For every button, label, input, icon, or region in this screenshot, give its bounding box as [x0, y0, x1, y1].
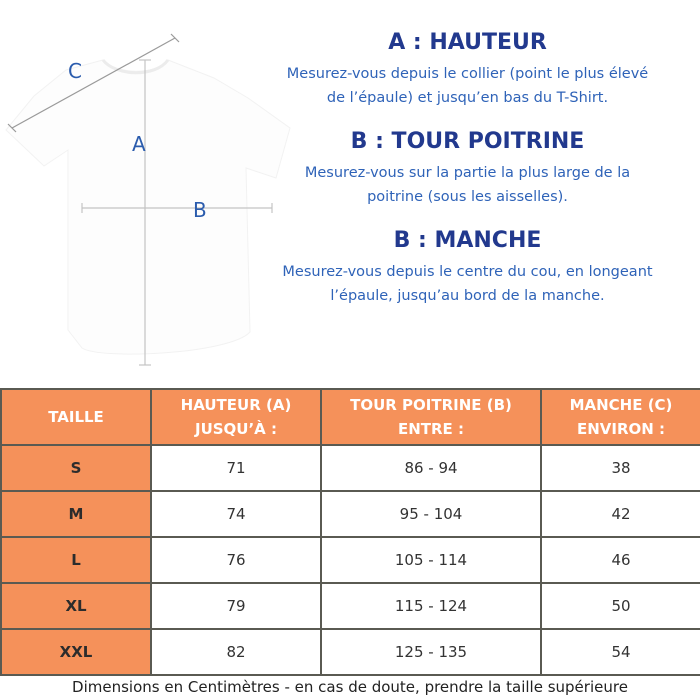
sleeve-measure-cap-top — [171, 34, 179, 42]
height-cell: 71 — [151, 445, 321, 491]
instruction-line: Mesurez-vous depuis le centre du cou, en longeant — [282, 264, 653, 280]
header-size: TAILLE — [1, 389, 151, 445]
table-row — [1, 537, 700, 583]
measure-label-a: A — [132, 132, 146, 156]
header-height-line2: JUSQU’À : — [194, 420, 278, 438]
instruction-title: B : MANCHE — [393, 228, 542, 253]
sleeve-cell: 54 — [541, 629, 700, 675]
chest-cell: 125 - 135 — [321, 629, 541, 675]
table-row — [1, 629, 700, 675]
chest-cell: 86 - 94 — [321, 445, 541, 491]
measure-label-b: B — [193, 198, 207, 222]
height-cell: 74 — [151, 491, 321, 537]
table-header-row — [1, 389, 700, 445]
instruction-chest — [255, 127, 680, 209]
height-cell: 82 — [151, 629, 321, 675]
header-chest-line1: TOUR POITRINE (B) — [350, 396, 512, 414]
header-sleeve-line2: ENVIRON : — [576, 420, 666, 438]
header-sleeve — [541, 389, 700, 445]
header-sleeve-line1: MANCHE (C) — [569, 396, 673, 414]
table-row — [1, 583, 700, 629]
instruction-text — [255, 161, 680, 209]
instruction-text — [255, 260, 680, 308]
chest-cell: 95 - 104 — [321, 491, 541, 537]
header-chest-line2: ENTRE : — [397, 420, 465, 438]
table-row — [1, 445, 700, 491]
table-row — [1, 491, 700, 537]
size-cell: M — [1, 491, 151, 537]
instruction-line: de l’épaule) et jusqu’en bas du T-Shirt. — [326, 90, 609, 106]
chest-cell: 115 - 124 — [321, 583, 541, 629]
header-height — [151, 389, 321, 445]
instruction-text — [255, 62, 680, 110]
measure-label-c: C — [68, 59, 82, 83]
sleeve-cell: 42 — [541, 491, 700, 537]
instruction-sleeve — [255, 226, 680, 308]
size-chart-table — [0, 388, 700, 676]
size-cell: L — [1, 537, 151, 583]
instruction-height — [255, 28, 680, 110]
size-cell: XL — [1, 583, 151, 629]
measurement-instructions — [255, 28, 680, 308]
footer-note: Dimensions en Centimètres - en cas de doute, prendre la taille supérieure — [72, 678, 628, 696]
instruction-title: B : TOUR POITRINE — [350, 129, 585, 154]
tshirt-shape — [6, 60, 290, 354]
size-cell: S — [1, 445, 151, 491]
header-chest — [321, 389, 541, 445]
sleeve-cell: 38 — [541, 445, 700, 491]
instruction-line: Mesurez-vous depuis le collier (point le plus élevé — [286, 66, 649, 82]
height-cell: 76 — [151, 537, 321, 583]
chest-cell: 105 - 114 — [321, 537, 541, 583]
instruction-line: Mesurez-vous sur la partie la plus large de la — [304, 165, 631, 181]
sleeve-cell: 46 — [541, 537, 700, 583]
instruction-line: poitrine (sous les aisselles). — [367, 189, 568, 205]
instruction-line: l’épaule, jusqu’au bord de la manche. — [330, 288, 605, 304]
size-cell: XXL — [1, 629, 151, 675]
height-cell: 79 — [151, 583, 321, 629]
instruction-title: A : HAUTEUR — [388, 30, 547, 55]
sleeve-cell: 50 — [541, 583, 700, 629]
header-height-line1: HAUTEUR (A) — [180, 396, 292, 414]
